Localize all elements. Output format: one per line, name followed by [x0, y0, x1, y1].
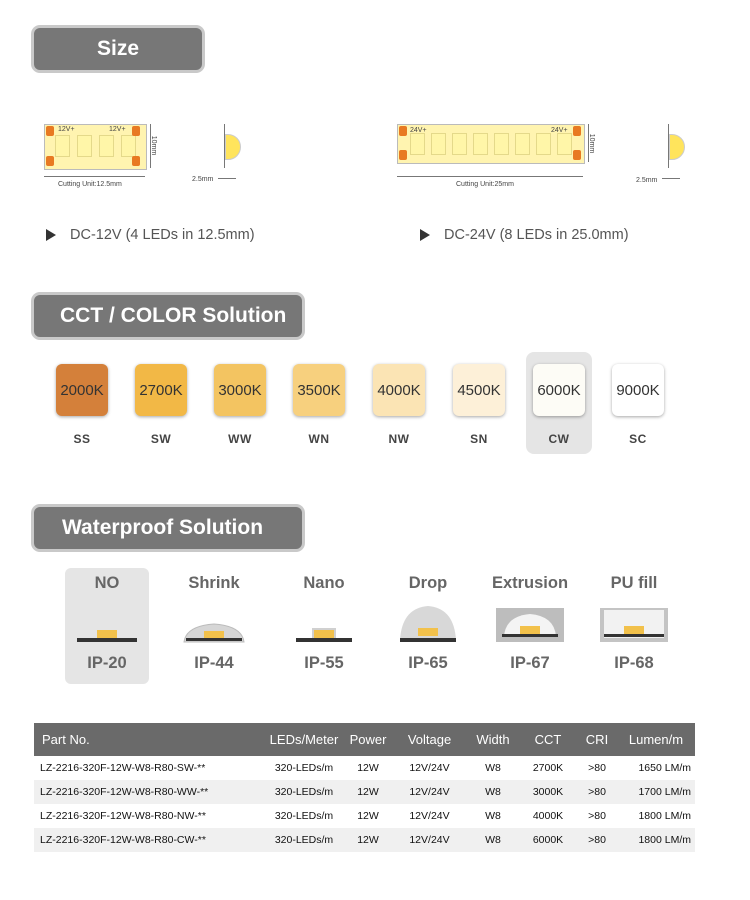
table-cell: 12V/24V [392, 828, 467, 852]
table-cell: >80 [577, 828, 617, 852]
cct-option[interactable] [49, 352, 115, 454]
cct-code-label: CW [548, 432, 570, 446]
ip-rating: IP-68 [614, 654, 654, 672]
column-header: Voltage [392, 723, 467, 756]
color-swatch: 4500K [453, 364, 505, 416]
cct-code-label: WW [228, 432, 252, 446]
spec-table [34, 723, 695, 852]
waterproof-option[interactable] [592, 568, 676, 684]
waterproof-name: PU fill [610, 574, 658, 592]
triangle-bullet-icon [46, 229, 56, 241]
waterproof-option[interactable] [488, 568, 572, 684]
color-swatch: 3000K [214, 364, 266, 416]
table-cell: LZ-2216-320F-12W-W8-R80-WW-** [34, 780, 264, 804]
table-cell: 12W [344, 780, 392, 804]
table-cell: 320-LEDs/m [264, 780, 344, 804]
width-label: 10mm [588, 133, 596, 154]
table-cell: 2700K [532, 762, 564, 774]
cct-option-selected[interactable] [526, 352, 592, 454]
color-swatch: 2000K [56, 364, 108, 416]
table-cell: 4000K [532, 810, 564, 822]
table-cell: 1650 LM/m [638, 762, 691, 774]
table-cell: 6000K [519, 828, 577, 852]
table-cell: 1700 LM/m [617, 780, 695, 804]
cct-option[interactable] [605, 352, 671, 454]
table-cell: LZ-2216-320F-12W-W8-R80-SW-** [40, 762, 206, 774]
solder-pad [399, 150, 407, 160]
column-header: Power [344, 723, 392, 756]
waterproof-name: Shrink [188, 574, 240, 592]
profile-thickness-label: 2.5mm [636, 177, 658, 184]
table-cell: 12W [357, 810, 379, 822]
waterproof-option-selected[interactable] [65, 568, 149, 684]
table-cell: W8 [467, 828, 519, 852]
cutting-unit-label: Cutting Unit:25mm [456, 181, 514, 188]
table-cell: >80 [588, 762, 606, 774]
strip-profile [225, 134, 241, 160]
table-cell: 12W [344, 828, 392, 852]
waterproof-name: NO [94, 574, 120, 592]
waterproof-name: Drop [408, 574, 448, 592]
waterproof-name: Extrusion [491, 574, 569, 592]
table-cell: 12V/24V [409, 762, 450, 774]
table-cell: 1800 LM/m [638, 810, 691, 822]
table-row [34, 780, 695, 804]
cct-code-label: SS [73, 432, 91, 446]
cct-code-label: SC [629, 432, 647, 446]
led-chip [473, 133, 488, 155]
bare-strip-icon [73, 602, 141, 646]
table-cell: W8 [467, 780, 519, 804]
triangle-bullet-icon [420, 229, 430, 241]
cct-option[interactable] [207, 352, 273, 454]
color-swatch: 2700K [135, 364, 187, 416]
table-cell: 1800 LM/m [617, 828, 695, 852]
waterproof-option[interactable] [172, 568, 256, 684]
table-cell: 12V/24V [392, 780, 467, 804]
column-header: LEDs/Meter [264, 723, 344, 756]
led-chip [557, 133, 572, 155]
cutting-dimension-line [44, 176, 145, 177]
cct-code-label: WN [308, 432, 330, 446]
table-cell: LZ-2216-320F-12W-W8-R80-NW-** [40, 810, 206, 822]
table-header-row [34, 723, 695, 756]
table-cell: 320-LEDs/m [264, 828, 344, 852]
solder-pad [46, 126, 54, 136]
column-header: CRI [577, 723, 617, 756]
solder-pad [132, 126, 140, 136]
ip-rating: IP-65 [408, 654, 448, 672]
caption-12v-text: DC-12V (4 LEDs in 12.5mm) [70, 227, 255, 243]
column-header: Part No. [34, 723, 264, 756]
nano-coating-icon [290, 602, 358, 646]
cct-code-label: SW [150, 432, 172, 446]
cutting-dimension-line [397, 176, 583, 177]
table-cell: 12V/24V [409, 810, 450, 822]
table-cell: W8 [485, 810, 501, 822]
cct-section-title: CCT / COLOR Solution [34, 295, 302, 337]
waterproof-section-title: Waterproof Solution [34, 507, 302, 549]
color-swatch: 4000K [373, 364, 425, 416]
table-row [34, 828, 695, 852]
column-header: Lumen/m [617, 723, 695, 756]
led-chip [99, 135, 114, 157]
profile-dimension-line [662, 178, 680, 179]
profile-thickness-label: 2.5mm [192, 176, 214, 183]
caption-24v-text: DC-24V (8 LEDs in 25.0mm) [444, 227, 629, 243]
voltage-label-right: 24V+ [551, 127, 568, 134]
drop-glue-icon [394, 602, 462, 646]
shrink-tube-icon [180, 602, 248, 646]
table-cell: 3000K [519, 780, 577, 804]
table-cell: 320-LEDs/m [274, 810, 334, 822]
color-swatch: 9000K [612, 364, 664, 416]
led-chip [410, 133, 425, 155]
led-chip [121, 135, 136, 157]
cutting-unit-label: Cutting Unit:12.5mm [58, 181, 122, 188]
pu-fill-icon [600, 602, 668, 646]
strip-profile [669, 134, 685, 160]
caption-12v [46, 227, 255, 243]
voltage-label-left: 12V+ [58, 126, 75, 133]
cct-option[interactable] [128, 352, 194, 454]
cct-option[interactable] [286, 352, 352, 454]
ip-rating: IP-67 [510, 654, 550, 672]
extrusion-icon [496, 602, 564, 646]
cct-code-label: NW [388, 432, 410, 446]
column-header: CCT [519, 723, 577, 756]
led-chip [431, 133, 446, 155]
waterproof-name: Nano [303, 574, 345, 592]
caption-24v [420, 227, 629, 243]
solder-pad [573, 126, 581, 136]
table-cell: LZ-2216-320F-12W-W8-R80-CW-** [34, 828, 264, 852]
solder-pad [46, 156, 54, 166]
solder-pad [132, 156, 140, 166]
table-row [34, 756, 695, 780]
ip-rating: IP-55 [304, 654, 344, 672]
waterproof-option[interactable] [386, 568, 470, 684]
color-swatch: 6000K [533, 364, 585, 416]
led-chip [77, 135, 92, 157]
cct-option[interactable] [366, 352, 432, 454]
table-cell: 320-LEDs/m [274, 762, 334, 774]
voltage-label-right: 12V+ [109, 126, 126, 133]
width-label: 10mm [150, 135, 158, 156]
waterproof-option[interactable] [282, 568, 366, 684]
cct-option[interactable] [446, 352, 512, 454]
table-cell: >80 [588, 810, 606, 822]
table-cell: >80 [577, 780, 617, 804]
ip-rating: IP-44 [194, 654, 234, 672]
ip-rating: IP-20 [87, 654, 127, 672]
color-swatch: 3500K [293, 364, 345, 416]
table-cell: W8 [485, 762, 501, 774]
led-chip [55, 135, 70, 157]
column-header: Width [467, 723, 519, 756]
table-row [34, 804, 695, 828]
voltage-label-left: 24V+ [410, 127, 427, 134]
led-chip [515, 133, 530, 155]
led-chip [494, 133, 509, 155]
led-chip [536, 133, 551, 155]
solder-pad [399, 126, 407, 136]
solder-pad [573, 150, 581, 160]
profile-dimension-line [218, 178, 236, 179]
size-section-title: Size [34, 28, 202, 70]
led-chip [452, 133, 467, 155]
cct-code-label: SN [470, 432, 488, 446]
table-cell: 12W [357, 762, 379, 774]
